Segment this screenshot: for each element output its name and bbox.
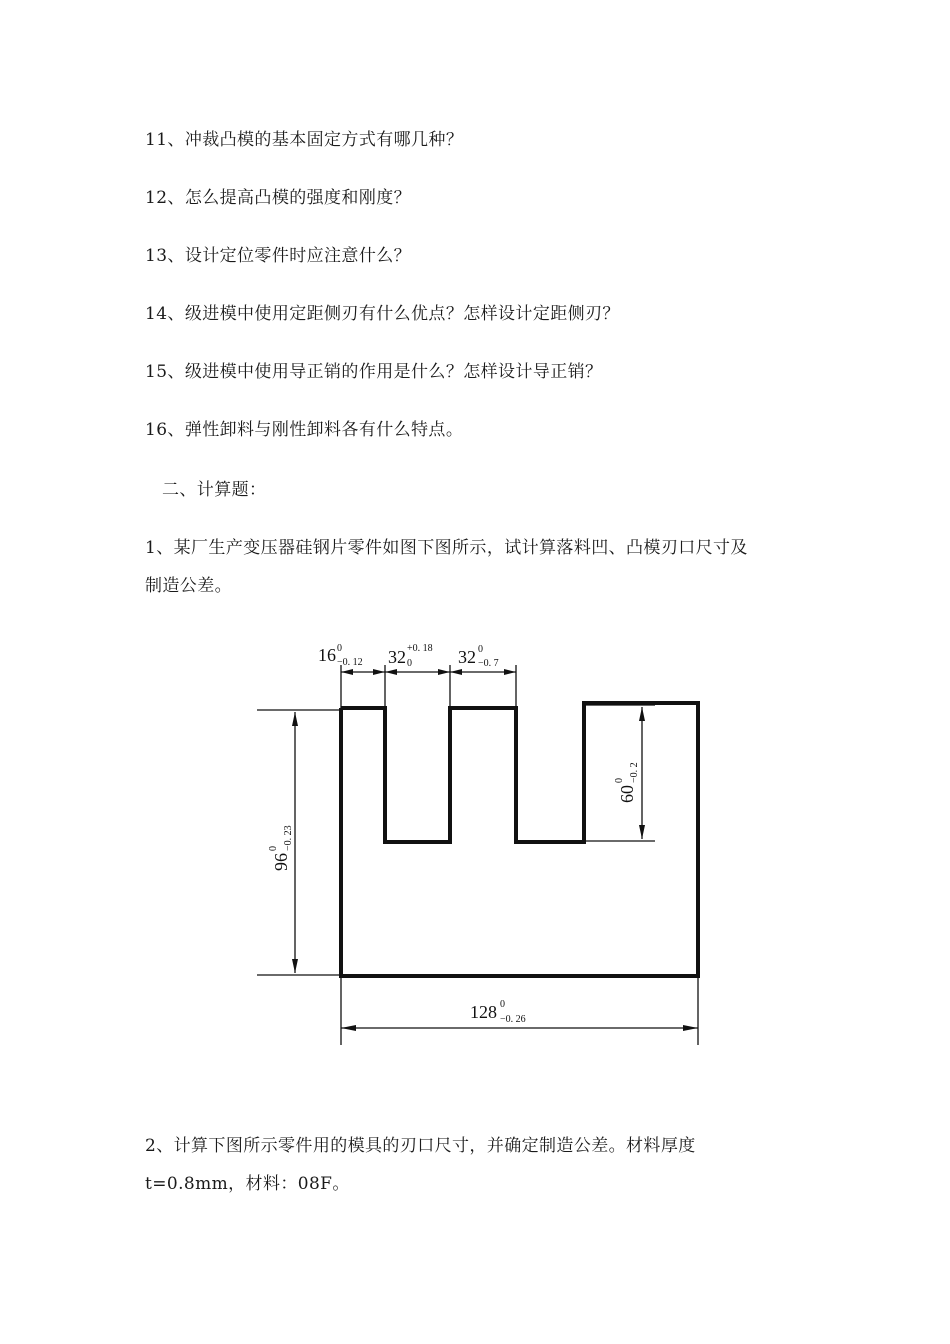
arrowhead [373, 669, 385, 675]
dimension-96 [268, 825, 294, 871]
question-16: 16、弹性卸料与刚性卸料各有什么特点。 [145, 420, 464, 440]
question-12: 12、怎么提高凸模的强度和刚度？ [145, 188, 412, 208]
calc-problem-1-line-2: 制造公差。 [145, 576, 232, 596]
dim-60-base: 60 [617, 785, 637, 803]
question-15: 15、级进模中使用导正销的作用是什么？怎样设计导正销？ [145, 362, 603, 382]
dimension-32-b [458, 644, 499, 669]
dim-32a-base: 32 [388, 647, 406, 667]
calc-problem-1-line-1: 1、某厂生产变压器硅钢片零件如图下图所示，试计算落料凹、凸模刃口尺寸及 [145, 538, 748, 558]
dimension-32-a [388, 643, 433, 669]
arrowhead [683, 1025, 698, 1031]
arrowhead [639, 825, 645, 839]
dim-16-base: 16 [318, 645, 336, 665]
calc-problem-2-line-1: 2、计算下图所示零件用的模具的刃口尺寸，并确定制造公差。材料厚度 [145, 1136, 696, 1156]
dim-96-base: 96 [271, 853, 291, 871]
dim-32b-upper: 0 [478, 644, 483, 655]
section-heading-calculation: 二、计算题： [162, 480, 267, 500]
question-13: 13、设计定位零件时应注意什么？ [145, 246, 412, 266]
part-outline [341, 703, 698, 976]
arrowhead [504, 669, 516, 675]
arrowhead [450, 669, 462, 675]
calc-problem-2-line-2: t=0.8mm，材料：08F。 [145, 1174, 350, 1194]
arrowhead [385, 669, 397, 675]
dim-32a-upper: +0. 18 [407, 643, 433, 654]
arrowhead [341, 669, 353, 675]
question-11: 11、冲裁凸模的基本固定方式有哪几种？ [145, 130, 464, 150]
question-14: 14、级进模中使用定距侧刃有什么优点？怎样设计定距侧刃？ [145, 304, 620, 324]
arrowhead [438, 669, 450, 675]
dim-60-upper: 0 [614, 778, 625, 783]
dim-32b-base: 32 [458, 647, 476, 667]
arrowhead [292, 712, 298, 726]
part-drawing-figure [250, 635, 710, 1055]
dim-32b-lower: −0. 7 [478, 658, 499, 669]
dimension-16 [318, 643, 363, 668]
dim-128-lower: −0. 26 [500, 1014, 526, 1025]
dimension-60 [614, 762, 640, 803]
dim-128-upper: 0 [500, 999, 505, 1010]
dim-96-upper: 0 [268, 846, 279, 851]
dim-16-upper: 0 [337, 643, 342, 654]
arrowhead [292, 959, 298, 973]
dim-96-lower: −0. 23 [283, 825, 294, 851]
dimension-128 [470, 999, 526, 1025]
dim-60-lower: −0. 2 [629, 762, 640, 783]
arrowhead [639, 707, 645, 721]
arrowhead [341, 1025, 356, 1031]
dim-128-base: 128 [470, 1002, 497, 1022]
dim-32a-lower: 0 [407, 658, 412, 669]
dim-16-lower: −0. 12 [337, 657, 363, 668]
